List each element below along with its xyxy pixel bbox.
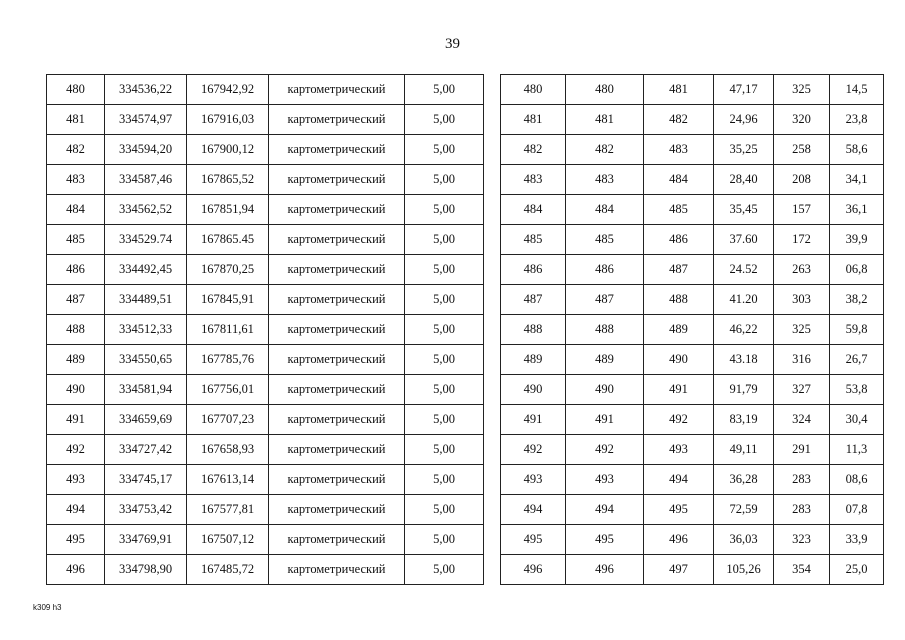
table-row bbox=[501, 255, 884, 285]
accuracy-cell: 5,00 bbox=[405, 375, 484, 405]
from-point-cell: 484 bbox=[566, 195, 644, 225]
from-point-cell: 480 bbox=[566, 75, 644, 105]
point-number-cell: 488 bbox=[47, 315, 105, 345]
coordinates-table bbox=[46, 74, 484, 585]
degrees-cell: 303 bbox=[774, 285, 830, 315]
method-cell: картометрический bbox=[269, 255, 405, 285]
method-cell: картометрический bbox=[269, 465, 405, 495]
from-point-cell: 485 bbox=[566, 225, 644, 255]
from-point-cell: 486 bbox=[566, 255, 644, 285]
accuracy-cell: 5,00 bbox=[405, 435, 484, 465]
to-point-cell: 497 bbox=[644, 555, 714, 585]
table-row bbox=[47, 105, 484, 135]
table-row bbox=[47, 195, 484, 225]
table-row bbox=[501, 375, 884, 405]
method-cell: картометрический bbox=[269, 405, 405, 435]
to-point-cell: 495 bbox=[644, 495, 714, 525]
point-number-cell: 489 bbox=[47, 345, 105, 375]
from-point-cell: 489 bbox=[566, 345, 644, 375]
accuracy-cell: 5,00 bbox=[405, 465, 484, 495]
row-number-cell: 487 bbox=[501, 285, 566, 315]
table-row bbox=[47, 375, 484, 405]
table-row bbox=[47, 225, 484, 255]
distance-cell: 36,28 bbox=[714, 465, 774, 495]
y-coordinate-cell: 167865,52 bbox=[187, 165, 269, 195]
degrees-cell: 283 bbox=[774, 495, 830, 525]
y-coordinate-cell: 167845,91 bbox=[187, 285, 269, 315]
distance-cell: 37.60 bbox=[714, 225, 774, 255]
accuracy-cell: 5,00 bbox=[405, 285, 484, 315]
y-coordinate-cell: 167900,12 bbox=[187, 135, 269, 165]
table-row bbox=[47, 555, 484, 585]
from-point-cell: 487 bbox=[566, 285, 644, 315]
y-coordinate-cell: 167942,92 bbox=[187, 75, 269, 105]
to-point-cell: 491 bbox=[644, 375, 714, 405]
table-row bbox=[501, 135, 884, 165]
minutes-cell: 38,2 bbox=[830, 285, 884, 315]
minutes-cell: 11,3 bbox=[830, 435, 884, 465]
x-coordinate-cell: 334562,52 bbox=[105, 195, 187, 225]
y-coordinate-cell: 167485,72 bbox=[187, 555, 269, 585]
row-number-cell: 482 bbox=[501, 135, 566, 165]
minutes-cell: 06,8 bbox=[830, 255, 884, 285]
to-point-cell: 486 bbox=[644, 225, 714, 255]
table-row bbox=[501, 315, 884, 345]
x-coordinate-cell: 334492,45 bbox=[105, 255, 187, 285]
from-point-cell: 494 bbox=[566, 495, 644, 525]
y-coordinate-cell: 167756,01 bbox=[187, 375, 269, 405]
distance-cell: 28,40 bbox=[714, 165, 774, 195]
accuracy-cell: 5,00 bbox=[405, 525, 484, 555]
minutes-cell: 58,6 bbox=[830, 135, 884, 165]
y-coordinate-cell: 167613,14 bbox=[187, 465, 269, 495]
table-row bbox=[47, 405, 484, 435]
row-number-cell: 490 bbox=[501, 375, 566, 405]
table-row bbox=[47, 315, 484, 345]
row-number-cell: 484 bbox=[501, 195, 566, 225]
x-coordinate-cell: 334798,90 bbox=[105, 555, 187, 585]
from-point-cell: 483 bbox=[566, 165, 644, 195]
accuracy-cell: 5,00 bbox=[405, 165, 484, 195]
table-row bbox=[501, 435, 884, 465]
row-number-cell: 480 bbox=[501, 75, 566, 105]
to-point-cell: 489 bbox=[644, 315, 714, 345]
method-cell: картометрический bbox=[269, 225, 405, 255]
minutes-cell: 59,8 bbox=[830, 315, 884, 345]
from-point-cell: 493 bbox=[566, 465, 644, 495]
row-number-cell: 485 bbox=[501, 225, 566, 255]
accuracy-cell: 5,00 bbox=[405, 555, 484, 585]
degrees-cell: 208 bbox=[774, 165, 830, 195]
from-point-cell: 496 bbox=[566, 555, 644, 585]
method-cell: картометрический bbox=[269, 285, 405, 315]
to-point-cell: 484 bbox=[644, 165, 714, 195]
y-coordinate-cell: 167865.45 bbox=[187, 225, 269, 255]
to-point-cell: 485 bbox=[644, 195, 714, 225]
row-number-cell: 491 bbox=[501, 405, 566, 435]
accuracy-cell: 5,00 bbox=[405, 495, 484, 525]
degrees-cell: 323 bbox=[774, 525, 830, 555]
row-number-cell: 486 bbox=[501, 255, 566, 285]
point-number-cell: 496 bbox=[47, 555, 105, 585]
method-cell: картометрический bbox=[269, 495, 405, 525]
to-point-cell: 482 bbox=[644, 105, 714, 135]
point-number-cell: 483 bbox=[47, 165, 105, 195]
degrees-cell: 354 bbox=[774, 555, 830, 585]
x-coordinate-cell: 334594,20 bbox=[105, 135, 187, 165]
row-number-cell: 488 bbox=[501, 315, 566, 345]
y-coordinate-cell: 167785,76 bbox=[187, 345, 269, 375]
to-point-cell: 487 bbox=[644, 255, 714, 285]
minutes-cell: 25,0 bbox=[830, 555, 884, 585]
distance-cell: 43.18 bbox=[714, 345, 774, 375]
distance-cell: 83,19 bbox=[714, 405, 774, 435]
point-number-cell: 492 bbox=[47, 435, 105, 465]
x-coordinate-cell: 334581,94 bbox=[105, 375, 187, 405]
point-number-cell: 485 bbox=[47, 225, 105, 255]
point-number-cell: 482 bbox=[47, 135, 105, 165]
minutes-cell: 39,9 bbox=[830, 225, 884, 255]
to-point-cell: 483 bbox=[644, 135, 714, 165]
degrees-cell: 291 bbox=[774, 435, 830, 465]
distance-cell: 47,17 bbox=[714, 75, 774, 105]
degrees-cell: 172 bbox=[774, 225, 830, 255]
accuracy-cell: 5,00 bbox=[405, 255, 484, 285]
from-point-cell: 481 bbox=[566, 105, 644, 135]
to-point-cell: 493 bbox=[644, 435, 714, 465]
to-point-cell: 481 bbox=[644, 75, 714, 105]
distance-cell: 49,11 bbox=[714, 435, 774, 465]
table-row bbox=[47, 255, 484, 285]
to-point-cell: 496 bbox=[644, 525, 714, 555]
row-number-cell: 493 bbox=[501, 465, 566, 495]
row-number-cell: 495 bbox=[501, 525, 566, 555]
point-number-cell: 487 bbox=[47, 285, 105, 315]
accuracy-cell: 5,00 bbox=[405, 345, 484, 375]
x-coordinate-cell: 334753,42 bbox=[105, 495, 187, 525]
from-point-cell: 482 bbox=[566, 135, 644, 165]
distance-cell: 24,96 bbox=[714, 105, 774, 135]
to-point-cell: 494 bbox=[644, 465, 714, 495]
distance-cell: 41.20 bbox=[714, 285, 774, 315]
x-coordinate-cell: 334550,65 bbox=[105, 345, 187, 375]
x-coordinate-cell: 334587,46 bbox=[105, 165, 187, 195]
x-coordinate-cell: 334659,69 bbox=[105, 405, 187, 435]
degrees-cell: 283 bbox=[774, 465, 830, 495]
accuracy-cell: 5,00 bbox=[405, 225, 484, 255]
degrees-cell: 325 bbox=[774, 75, 830, 105]
minutes-cell: 33,9 bbox=[830, 525, 884, 555]
accuracy-cell: 5,00 bbox=[405, 315, 484, 345]
distance-cell: 36,03 bbox=[714, 525, 774, 555]
from-point-cell: 491 bbox=[566, 405, 644, 435]
table-row bbox=[47, 345, 484, 375]
row-number-cell: 481 bbox=[501, 105, 566, 135]
degrees-cell: 258 bbox=[774, 135, 830, 165]
to-point-cell: 492 bbox=[644, 405, 714, 435]
row-number-cell: 492 bbox=[501, 435, 566, 465]
distance-cell: 46,22 bbox=[714, 315, 774, 345]
point-number-cell: 491 bbox=[47, 405, 105, 435]
method-cell: картометрический bbox=[269, 375, 405, 405]
minutes-cell: 08,6 bbox=[830, 465, 884, 495]
accuracy-cell: 5,00 bbox=[405, 195, 484, 225]
x-coordinate-cell: 334745,17 bbox=[105, 465, 187, 495]
table-row bbox=[501, 345, 884, 375]
minutes-cell: 14,5 bbox=[830, 75, 884, 105]
method-cell: картометрический bbox=[269, 525, 405, 555]
degrees-cell: 325 bbox=[774, 315, 830, 345]
from-point-cell: 488 bbox=[566, 315, 644, 345]
y-coordinate-cell: 167707,23 bbox=[187, 405, 269, 435]
x-coordinate-cell: 334727,42 bbox=[105, 435, 187, 465]
point-number-cell: 490 bbox=[47, 375, 105, 405]
page-number: 39 bbox=[445, 36, 460, 52]
table-row bbox=[47, 525, 484, 555]
degrees-cell: 157 bbox=[774, 195, 830, 225]
from-point-cell: 492 bbox=[566, 435, 644, 465]
method-cell: картометрический bbox=[269, 75, 405, 105]
y-coordinate-cell: 167658,93 bbox=[187, 435, 269, 465]
y-coordinate-cell: 167916,03 bbox=[187, 105, 269, 135]
accuracy-cell: 5,00 bbox=[405, 75, 484, 105]
table-row bbox=[47, 135, 484, 165]
point-number-cell: 493 bbox=[47, 465, 105, 495]
method-cell: картометрический bbox=[269, 165, 405, 195]
y-coordinate-cell: 167577,81 bbox=[187, 495, 269, 525]
x-coordinate-cell: 334536,22 bbox=[105, 75, 187, 105]
degrees-cell: 316 bbox=[774, 345, 830, 375]
table-row bbox=[47, 435, 484, 465]
point-number-cell: 481 bbox=[47, 105, 105, 135]
degrees-cell: 324 bbox=[774, 405, 830, 435]
x-coordinate-cell: 334529.74 bbox=[105, 225, 187, 255]
row-number-cell: 489 bbox=[501, 345, 566, 375]
y-coordinate-cell: 167811,61 bbox=[187, 315, 269, 345]
table-row bbox=[501, 465, 884, 495]
y-coordinate-cell: 167851,94 bbox=[187, 195, 269, 225]
distance-cell: 72,59 bbox=[714, 495, 774, 525]
y-coordinate-cell: 167870,25 bbox=[187, 255, 269, 285]
point-number-cell: 480 bbox=[47, 75, 105, 105]
minutes-cell: 26,7 bbox=[830, 345, 884, 375]
minutes-cell: 34,1 bbox=[830, 165, 884, 195]
row-number-cell: 496 bbox=[501, 555, 566, 585]
table-row bbox=[47, 165, 484, 195]
distance-cell: 105,26 bbox=[714, 555, 774, 585]
to-point-cell: 488 bbox=[644, 285, 714, 315]
distance-cell: 91,79 bbox=[714, 375, 774, 405]
table-row bbox=[501, 495, 884, 525]
table-row bbox=[47, 495, 484, 525]
x-coordinate-cell: 334769,91 bbox=[105, 525, 187, 555]
degrees-cell: 327 bbox=[774, 375, 830, 405]
distance-cell: 24.52 bbox=[714, 255, 774, 285]
table-row bbox=[47, 75, 484, 105]
table-row bbox=[501, 405, 884, 435]
distance-cell: 35,25 bbox=[714, 135, 774, 165]
row-number-cell: 483 bbox=[501, 165, 566, 195]
table-row bbox=[501, 225, 884, 255]
table-row bbox=[501, 165, 884, 195]
to-point-cell: 490 bbox=[644, 345, 714, 375]
row-number-cell: 494 bbox=[501, 495, 566, 525]
method-cell: картометрический bbox=[269, 435, 405, 465]
degrees-cell: 263 bbox=[774, 255, 830, 285]
x-coordinate-cell: 334574,97 bbox=[105, 105, 187, 135]
point-number-cell: 484 bbox=[47, 195, 105, 225]
accuracy-cell: 5,00 bbox=[405, 405, 484, 435]
minutes-cell: 53,8 bbox=[830, 375, 884, 405]
table-row bbox=[501, 105, 884, 135]
x-coordinate-cell: 334489,51 bbox=[105, 285, 187, 315]
method-cell: картометрический bbox=[269, 555, 405, 585]
y-coordinate-cell: 167507,12 bbox=[187, 525, 269, 555]
table-row bbox=[501, 285, 884, 315]
table-row bbox=[501, 525, 884, 555]
minutes-cell: 36,1 bbox=[830, 195, 884, 225]
table-row bbox=[47, 465, 484, 495]
accuracy-cell: 5,00 bbox=[405, 135, 484, 165]
method-cell: картометрический bbox=[269, 135, 405, 165]
method-cell: картометрический bbox=[269, 315, 405, 345]
from-point-cell: 490 bbox=[566, 375, 644, 405]
footer-code: k309 h3 bbox=[33, 603, 62, 612]
method-cell: картометрический bbox=[269, 105, 405, 135]
table-row bbox=[501, 555, 884, 585]
method-cell: картометрический bbox=[269, 195, 405, 225]
degrees-cell: 320 bbox=[774, 105, 830, 135]
point-number-cell: 486 bbox=[47, 255, 105, 285]
minutes-cell: 23,8 bbox=[830, 105, 884, 135]
point-number-cell: 495 bbox=[47, 525, 105, 555]
x-coordinate-cell: 334512,33 bbox=[105, 315, 187, 345]
minutes-cell: 07,8 bbox=[830, 495, 884, 525]
distance-cell: 35,45 bbox=[714, 195, 774, 225]
table-row bbox=[47, 285, 484, 315]
from-point-cell: 495 bbox=[566, 525, 644, 555]
table-row bbox=[501, 75, 884, 105]
table-row bbox=[501, 195, 884, 225]
method-cell: картометрический bbox=[269, 345, 405, 375]
minutes-cell: 30,4 bbox=[830, 405, 884, 435]
accuracy-cell: 5,00 bbox=[405, 105, 484, 135]
point-number-cell: 494 bbox=[47, 495, 105, 525]
segments-table bbox=[500, 74, 884, 585]
